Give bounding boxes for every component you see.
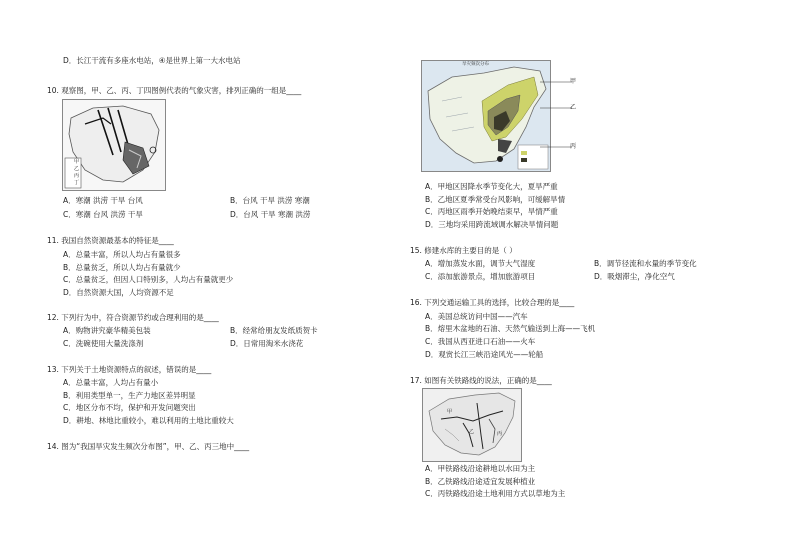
q10-legend-bing: 丙 xyxy=(74,173,80,179)
q16-stem: 16. 下列交通运输工具的选择，比较合理的是____ xyxy=(410,298,575,307)
q12-option-b[interactable]: B．经常给朋友发纸质贺卡 xyxy=(230,326,318,335)
q16-option-c[interactable]: C．我国从西亚进口石油——火车 xyxy=(425,337,536,346)
q12-option-a[interactable]: A．购物讲究豪华精美包装 xyxy=(63,326,151,335)
q17-railway-map xyxy=(422,388,522,462)
q14-legend-title: 旱灾频次分布 xyxy=(462,62,489,67)
q12-option-c[interactable]: C．洗碗使用大量洗涤剂 xyxy=(63,339,144,348)
q13-option-c[interactable]: C．地区分布不均，保护和开发问题突出 xyxy=(63,403,196,412)
q13-option-d[interactable]: D．耕地、林地比重较小，难以利用的土地比重较大 xyxy=(63,416,234,425)
q15-option-b[interactable]: B．调节径流和水量的季节变化 xyxy=(594,259,697,268)
q10-option-d[interactable]: D．台风 干旱 寒潮 洪涝 xyxy=(230,210,311,219)
q15-option-d[interactable]: D．吸烟滞尘，净化空气 xyxy=(594,272,675,281)
q15-stem: 15. 修建水库的主要目的是（ ） xyxy=(410,246,517,255)
q13-option-a[interactable]: A．总量丰富，人均占有量小 xyxy=(63,378,159,387)
q11-option-d[interactable]: D．自然资源大国，人均资源不足 xyxy=(63,288,174,297)
q14-label-jia: 甲 xyxy=(570,78,577,85)
q14-drought-map xyxy=(421,60,551,172)
q11-stem: 11. 我国自然资源最基本的特征是____ xyxy=(47,236,174,245)
q11-option-c[interactable]: C．总量贫乏，但因人口特别多，人均占有量就更少 xyxy=(63,275,234,284)
q11-option-b[interactable]: B．总量贫乏，所以人均占有量就少 xyxy=(63,263,181,272)
q14-option-d[interactable]: D．三地均采用跨流域调水解决旱情问题 xyxy=(425,220,559,229)
q14-stem: 14. 图为“我国旱灾发生频次分布图”，甲、乙、丙三地中____ xyxy=(47,442,250,451)
q10-legend-ding: 丁 xyxy=(74,180,80,186)
q17-label-yi: 乙 xyxy=(469,429,475,435)
q14-label-yi: 乙 xyxy=(570,104,577,111)
q12-option-d[interactable]: D．日常用淘米水浇花 xyxy=(230,339,304,348)
q10-option-b[interactable]: B．台风 干旱 洪涝 寒潮 xyxy=(230,196,310,205)
q16-option-a[interactable]: A．美国总统访问中国——汽车 xyxy=(425,312,528,321)
q10-legend-jia: 甲 xyxy=(74,159,80,165)
q14-label-bing: 丙 xyxy=(570,143,577,150)
q16-option-b[interactable]: B．熔里木盆地的石油、天然气输送到上海——飞机 xyxy=(425,324,596,333)
q15-option-a[interactable]: A．增加蒸发水面，调节大气湿度 xyxy=(425,259,536,268)
q13-stem: 13. 下列关于土地资源特点的叙述，错误的是____ xyxy=(47,365,212,374)
q17-option-c[interactable]: C．丙铁路线沿途土地利用方式以草地为主 xyxy=(425,489,566,498)
q17-map-graphic xyxy=(423,389,521,461)
q17-option-b[interactable]: B．乙铁路线沿途适宜发展种植业 xyxy=(425,477,536,486)
q9-option-d: D．长江干流有多座水电站，④是世界上第一大水电站 xyxy=(63,56,241,65)
q10-legend-yi: 乙 xyxy=(74,166,80,172)
q13-option-b[interactable]: B．利用类型单一，生产力地区差异明显 xyxy=(63,391,196,400)
q10-disaster-map xyxy=(62,99,166,191)
q14-option-a[interactable]: A．甲地区因降水季节变化大，夏旱严重 xyxy=(425,182,558,191)
q14-map-graphic xyxy=(422,61,550,171)
q14-option-b[interactable]: B．乙地区夏季常受台风影响，可缓解旱情 xyxy=(425,195,566,204)
q10-stem: 10. 观察图，甲、乙、丙、丁四图例代表的气象灾害，排列正确的一组是____ xyxy=(47,86,302,95)
q12-stem: 12. 下列行为中，符合资源节约或合理利用的是____ xyxy=(47,313,219,322)
q10-option-c[interactable]: C．寒潮 台风 洪涝 干旱 xyxy=(63,210,143,219)
q15-option-c[interactable]: C．添加旅游景点，增加旅游项目 xyxy=(425,272,536,281)
q17-label-bing: 丙 xyxy=(497,431,503,437)
q11-option-a[interactable]: A．总量丰富，所以人均占有量很多 xyxy=(63,250,181,259)
q17-option-a[interactable]: A．甲铁路线沿途耕地以水田为主 xyxy=(425,464,536,473)
q17-stem: 17. 如图有关铁路线的说法，正确的是____ xyxy=(410,376,552,385)
q17-label-jia: 甲 xyxy=(447,409,453,415)
q16-option-d[interactable]: D．观赏长江三峡沿途风光——轮船 xyxy=(425,350,544,359)
q14-option-c[interactable]: C．丙地区雨季开始晚结束早，旱情严重 xyxy=(425,207,558,216)
q10-option-a[interactable]: A．寒潮 洪涝 干旱 台风 xyxy=(63,196,143,205)
